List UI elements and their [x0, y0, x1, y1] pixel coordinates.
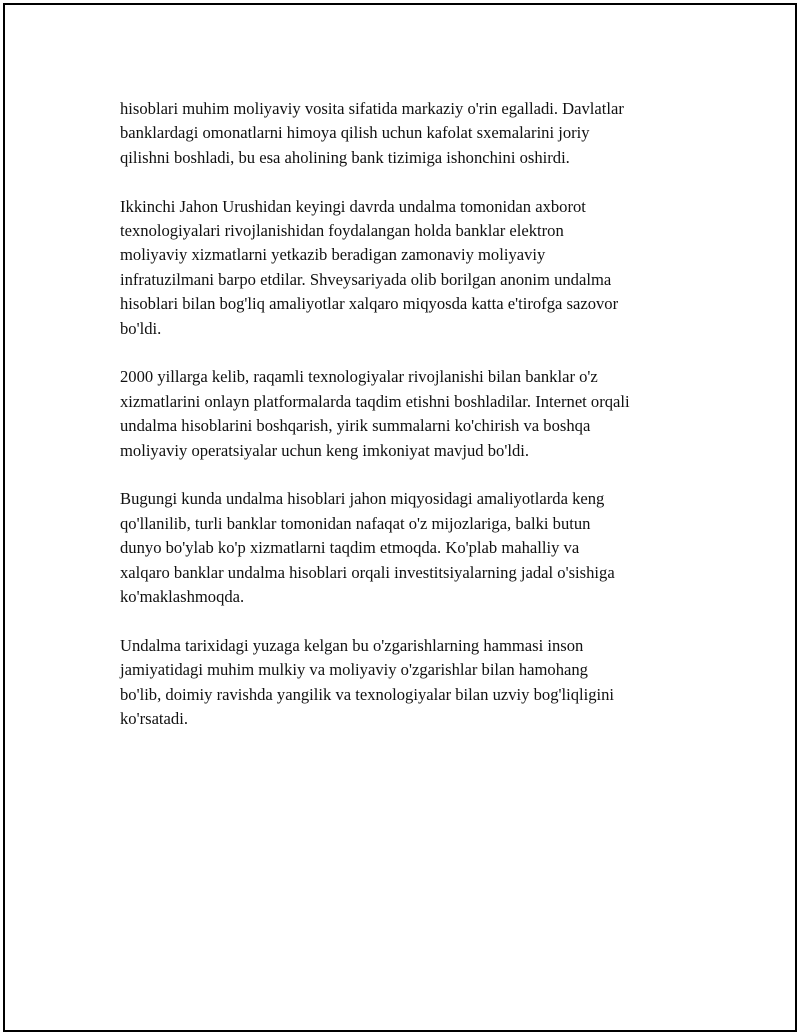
paragraph-2 — [120, 195, 695, 341]
text-line: xizmatlarini onlayn platformalarda taqdim etishni boshladilar. Internet orqali — [120, 391, 630, 411]
text-line: Ikkinchi Jahon Urushidan keyingi davrda undalma tomonidan axborot — [120, 196, 586, 216]
text-line: dunyo bo'ylab ko'p xizmatlarni taqdim etmoqda. Ko'plab mahalliy va — [120, 538, 580, 558]
paragraph-5 — [120, 634, 695, 732]
text-line: 2000 yillarga kelib, raqamli texnologiyalar rivojlanishi bilan banklar o'z — [120, 367, 598, 387]
text-line: jamiyatidagi muhim mulkiy va moliyaviy o'zgarishlar bilan hamohang — [120, 660, 588, 680]
text-line: Undalma tarixidagi yuzaga kelgan bu o'zgarishlarning hammasi inson — [120, 635, 584, 655]
text-line: moliyaviy xizmatlarni yetkazib beradigan zamonaviy moliyaviy — [120, 245, 546, 265]
text-line: xalqaro banklar undalma hisoblari orqali investitsiyalarning jadal o'sishiga — [120, 562, 615, 582]
text-line: infratuzilmani barpo etdilar. Shveysariyada olib borilgan anonim undalma — [120, 269, 612, 289]
text-line: qilishni boshladi, bu esa aholining bank tizimiga ishonchini oshirdi. — [120, 147, 570, 167]
text-line: ko'maklashmoqda. — [120, 587, 245, 607]
document-body — [120, 97, 695, 756]
text-line: Bugungi kunda undalma hisoblari jahon miqyosidagi amaliyotlarda keng — [120, 489, 605, 509]
text-line: undalma hisoblarini boshqarish, yirik summalarni ko'chirish va boshqa — [120, 416, 591, 436]
paragraph-1 — [120, 97, 695, 170]
document-page — [3, 3, 797, 1032]
text-line: texnologiyalari rivojlanishidan foydalangan holda banklar elektron — [120, 221, 564, 241]
text-line: moliyaviy operatsiyalar uchun keng imkoniyat mavjud bo'ldi. — [120, 440, 529, 460]
text-line: ko'rsatadi. — [120, 709, 188, 729]
text-line: qo'llanilib, turli banklar tomonidan nafaqat o'z mijozlariga, balki butun — [120, 513, 591, 533]
text-line: bo'ldi. — [120, 318, 162, 338]
text-line: hisoblari muhim moliyaviy vosita sifatida markaziy o'rin egalladi. Davlatlar — [120, 99, 624, 118]
paragraph-3 — [120, 365, 695, 463]
paragraph-4 — [120, 487, 695, 609]
text-line: bo'lib, doimiy ravishda yangilik va texnologiyalar bilan uzviy bog'liqligini — [120, 684, 615, 704]
text-line: hisoblari bilan bog'liq amaliyotlar xalqaro miqyosda katta e'tirofga sazovor — [120, 294, 619, 314]
text-line: banklardagi omonatlarni himoya qilish uchun kafolat sxemalarini joriy — [120, 123, 590, 143]
